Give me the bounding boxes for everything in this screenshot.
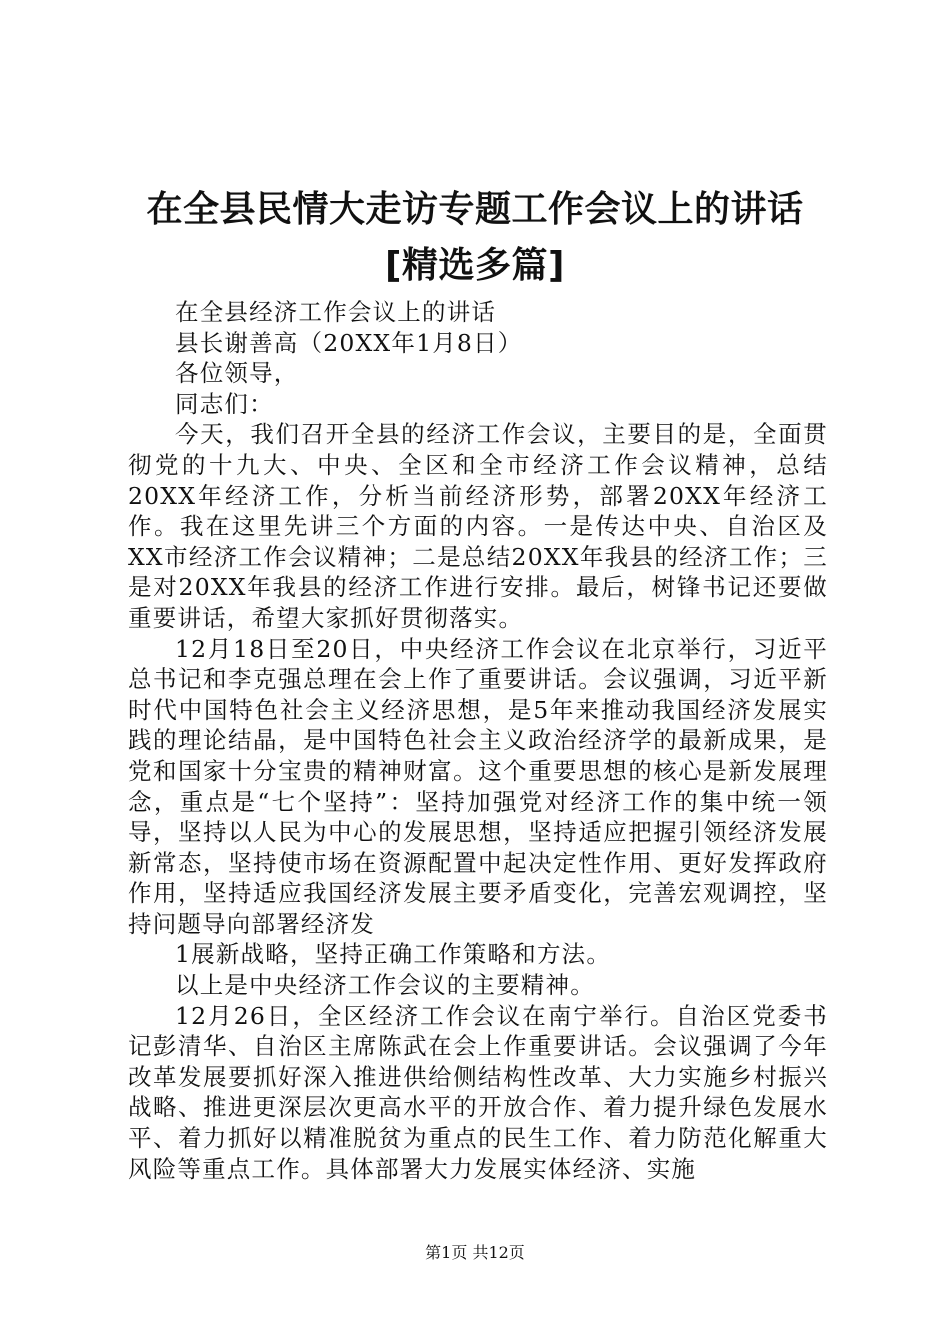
paragraph: 12月26日，全区经济工作会议在南宁举行。自治区党委书记彭清华、自治区主席陈武在会上作重要讲话。会议强调了今年改革发展要抓好深入推进供给侧结构性改革、大力实施乡村振兴战略、推进更深层次更高水平的开放合作、着力提升绿色发展水平、着力抓好以精准脱贫为重点的民生工作、着力防范化解重大风险等重点工作。具体部署大力发展实体经济、实施: [128, 1001, 828, 1183]
paragraph: 以上是中央经济工作会议的主要精神。: [175, 971, 595, 1000]
paragraph: 12月18日至20日，中央经济工作会议在北京举行，习近平总书记和李克强总理在会上作了重要讲话。会议强调，习近平新时代中国特色社会主义经济思想，是5年来推动我国经济发展实践的理论结晶，是中国特色社会主义政治经济学的最新成果，是党和国家十分宝贵的精神财富。这个重要思想的核心是新发展理念，重点是“七个坚持”：坚持加强党对经济工作的集中统一领导，坚持以人民为中心的发展思想，坚持适应把握引领经济发展新常态，坚持使市场在资源配置中起决定性作用、更好发挥政府作用，坚持适应我国经济发展主要矛盾变化，完善宏观调控，坚持问题导向部署经济发: [128, 634, 828, 938]
paragraph: 今天，我们召开全县的经济工作会议，主要目的是，全面贯彻党的十九大、中央、全区和全市经济工作会议精神，总结20XX年经济工作，分析当前经济形势，部署20XX年经济工作。我在这里先讲三个方面的内容。一是传达中央、自治区及XX市经济工作会议精神；二是总结20XX年我县的经济工作；三是对20XX年我县的经济工作进行安排。最后，树锋书记还要做重要讲话，希望大家抓好贯彻落实。: [128, 420, 828, 632]
paragraph: 在全县经济工作会议上的讲话: [175, 298, 497, 326]
page-number-footer: 第1页 共12页: [425, 1243, 525, 1262]
paragraph: 各位领导，: [175, 359, 299, 388]
document-body: [128, 297, 828, 1184]
document-title: 在全县民情大走访专题工作会议上的讲话[精选多篇]: [146, 189, 804, 286]
paragraph: 1展新战略，坚持正确工作策略和方法。: [175, 940, 612, 969]
paragraph: 县长谢善高（20XX年1月8日）: [175, 328, 523, 357]
paragraph: 同志们：: [175, 389, 274, 418]
